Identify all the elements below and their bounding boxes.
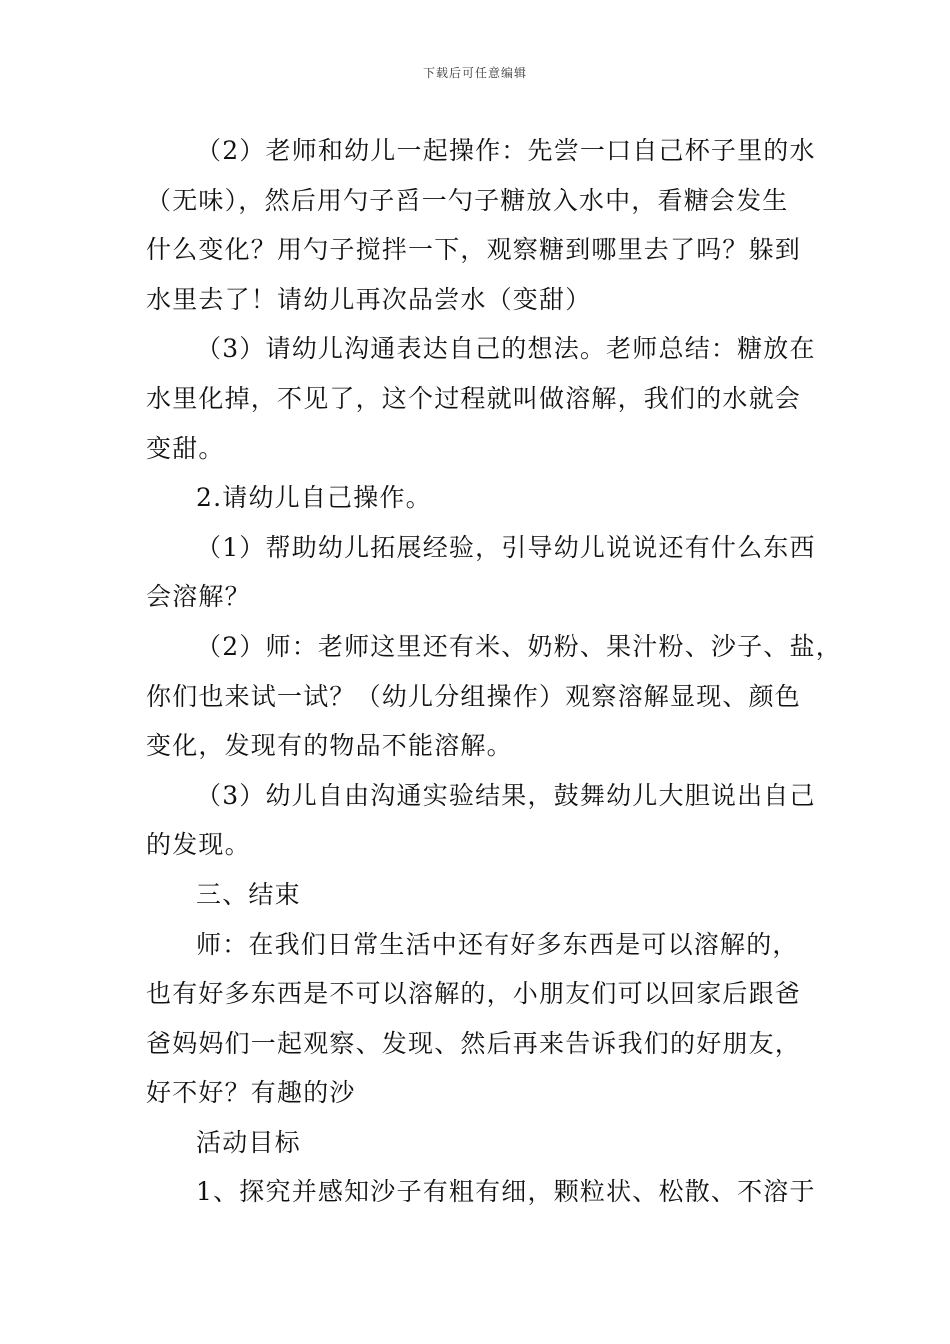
text-line: 的发现。 bbox=[146, 830, 251, 860]
text-line: 也有好多东西是不可以溶解的，小朋友们可以回家后跟爸 bbox=[146, 979, 802, 1009]
section-heading-self-operation bbox=[146, 473, 814, 523]
text-line: 会溶解？ bbox=[146, 582, 251, 612]
text-line: 活动目标 bbox=[196, 1127, 301, 1157]
text-line: 什么变化？用勺子搅拌一下，观察糖到哪里去了吗？躲到 bbox=[146, 235, 802, 265]
text-line: 爸妈妈们一起观察、发现、然后再来告诉我们的好朋友， bbox=[146, 1028, 802, 1058]
paragraph-step-2-operation bbox=[146, 126, 814, 324]
section-heading-ending bbox=[146, 870, 814, 920]
paragraph-group-experiment bbox=[146, 622, 842, 771]
paragraph-teacher-closing bbox=[146, 920, 814, 1118]
document-body bbox=[146, 126, 842, 1217]
text-line: （无味），然后用勺子舀一勺子糖放入水中，看糖会发生 bbox=[146, 185, 789, 215]
text-line: 师：在我们日常生活中还有好多东西是可以溶解的， bbox=[196, 929, 799, 959]
text-line: 1、探究并感知沙子有粗有细，颗粒状、松散、不溶于 bbox=[196, 1177, 816, 1207]
section-heading-activity-goals bbox=[146, 1118, 814, 1168]
text-line: 变甜。 bbox=[146, 433, 225, 463]
paragraph-expand-experience bbox=[146, 523, 814, 622]
text-line: 水里化掉，不见了，这个过程就叫做溶解，我们的水就会 bbox=[146, 383, 802, 413]
paragraph-share-results bbox=[146, 771, 814, 870]
text-line: （2）师：老师这里还有米、奶粉、果汁粉、沙子、盐， bbox=[196, 631, 842, 661]
text-line: 好不好？有趣的沙 bbox=[146, 1078, 356, 1108]
text-line: （1）帮助幼儿拓展经验，引导幼儿说说还有什么东西 bbox=[196, 532, 816, 562]
text-line: 变化，发现有的物品不能溶解。 bbox=[146, 731, 513, 761]
text-line: （3）幼儿自由沟通实验结果，鼓舞幼儿大胆说出自己 bbox=[196, 780, 816, 810]
text-line: 三、结束 bbox=[196, 879, 301, 909]
text-line: 你们也来试一试？（幼儿分组操作）观察溶解显现、颜色 bbox=[146, 681, 802, 711]
paragraph-step-3-summary bbox=[146, 324, 814, 473]
text-line: 2.请幼儿自己操作。 bbox=[196, 483, 432, 513]
text-line: 水里去了！请幼儿再次品尝水（变甜） bbox=[146, 284, 592, 314]
text-line: （3）请幼儿沟通表达自己的想法。老师总结：糖放在 bbox=[196, 334, 816, 364]
text-line: （2）老师和幼儿一起操作：先尝一口自己杯子里的水 bbox=[196, 136, 816, 165]
paragraph-goal-1 bbox=[146, 1167, 814, 1217]
page-header: 下载后可任意编辑 bbox=[422, 66, 527, 80]
